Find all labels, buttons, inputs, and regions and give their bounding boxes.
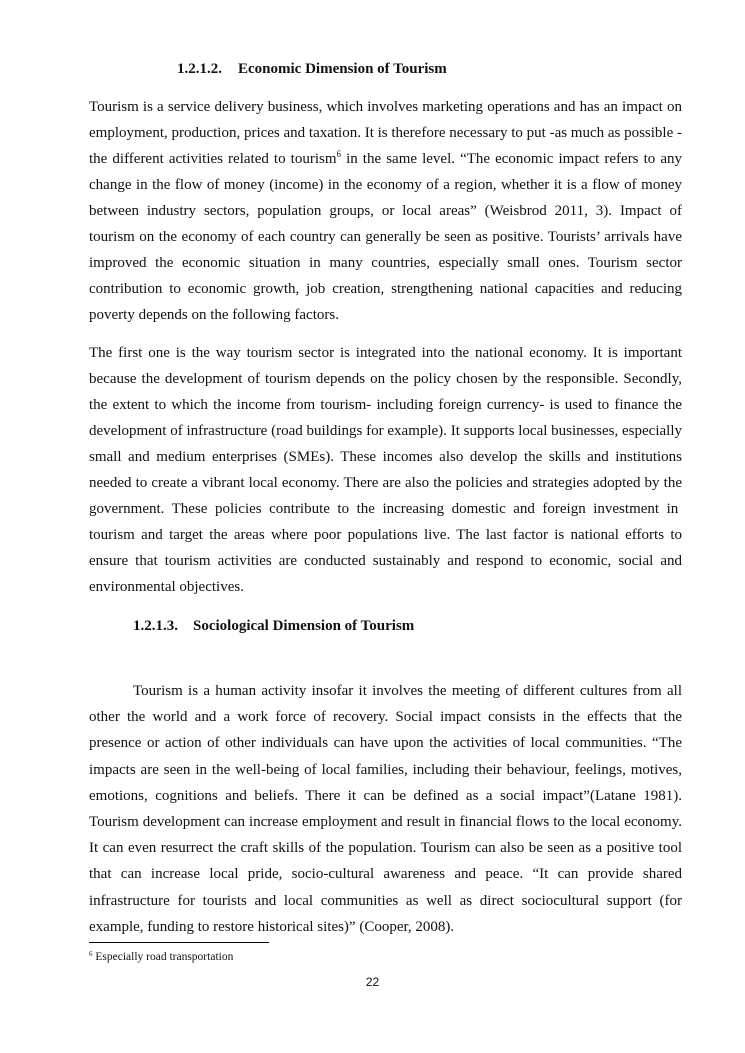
- text-line: because the development of tourism depends on the policy chosen by the responsible. Secondly,: [89, 371, 682, 387]
- section-number: 1.2.1.2.: [177, 61, 222, 77]
- footnote-separator: [89, 942, 269, 943]
- text-line: between industry sectors, population groups, or local areas” (Weisbrod 2011, 3). Impact of: [89, 203, 682, 219]
- text-line: example, funding to restore historical sites)” (Cooper, 2008).: [89, 918, 455, 935]
- text-line: Tourism is a service delivery business, which involves marketing operations and has an impact on: [89, 99, 682, 115]
- section-number: 1.2.1.3.: [133, 618, 178, 634]
- text-line: improved the economic situation in many countries, especially small ones. Tourism sector: [89, 255, 682, 271]
- text-line: government. These policies contribute to the increasing domestic and foreign investment in: [89, 501, 679, 517]
- section-title: Economic Dimension of Tourism: [238, 61, 447, 77]
- section-heading-economic: [177, 59, 447, 79]
- text-line: needed to create a vibrant local economy. There are also the policies and strategies adopted by the: [89, 475, 682, 491]
- section-title: Sociological Dimension of Tourism: [193, 618, 415, 634]
- page-number: 22: [365, 975, 380, 989]
- text-line: other the world and a work force of recovery. Social impact consists in the effects that the: [89, 709, 682, 726]
- text-line: Tourism development can increase employment and result in financial flows to the local economy.: [89, 814, 682, 830]
- text-line: poverty depends on the following factors.: [89, 307, 339, 323]
- footnote: [89, 950, 233, 964]
- text-line: that can increase local pride, socio-cultural awareness and peace. “It can provide shared: [89, 866, 682, 883]
- text-line: Tourism is a human activity insofar it involves the meeting of different cultures from all: [133, 683, 682, 699]
- footnote-marker: 6: [89, 950, 93, 958]
- text-line: environmental objectives.: [89, 579, 244, 595]
- text-line: tourism and target the areas where poor populations live. The last factor is national efforts to: [89, 527, 682, 543]
- text-line: change in the flow of money (income) in the economy of a region, whether it is a flow of money: [89, 177, 682, 193]
- text-line: presence or action of other individuals can have upon the activities of local communities. “The: [89, 735, 682, 752]
- text-line: contribution to economic growth, job creation, strengthening national capacities and reducing: [89, 281, 682, 297]
- text-segment: in the same level. “The economic impact refers to any: [341, 151, 682, 167]
- footnote-text: Especially road transportation: [92, 951, 234, 963]
- text-line: ensure that tourism activities are conducted sustainably and respond to economic, social and: [89, 553, 682, 569]
- section-heading-sociological: [133, 616, 414, 636]
- text-line: [89, 149, 682, 169]
- text-line: infrastructure for tourists and local communities as well as direct sociocultural support (for: [89, 892, 682, 909]
- text-line: employment, production, prices and taxation. It is therefore necessary to put -as much as possible -: [89, 125, 682, 141]
- footnote-reference: 6: [336, 149, 341, 159]
- text-line: impacts are seen in the well-being of local families, including their behaviour, feelings, motives,: [89, 761, 682, 778]
- text-line: It can even resurrect the craft skills of the population. Tourism can also be seen as a positive tool: [89, 840, 682, 857]
- text-line: emotions, cognitions and beliefs. There it can be defined as a social impact”(Latane 1981).: [89, 787, 682, 804]
- text-line: The first one is the way tourism sector is integrated into the national economy. It is important: [89, 345, 682, 361]
- text-line: the extent to which the income from tourism- including foreign currency- is used to finance the: [89, 397, 682, 413]
- text-segment: the different activities related to tourism: [89, 151, 337, 167]
- text-line: tourism on the economy of each country can generally be seen as positive. Tourists’ arrivals have: [89, 229, 682, 245]
- text-line: development of infrastructure (road buildings for example). It supports local businesses, especially: [89, 423, 682, 439]
- text-line: small and medium enterprises (SMEs). These incomes also develop the skills and institutions: [89, 449, 682, 465]
